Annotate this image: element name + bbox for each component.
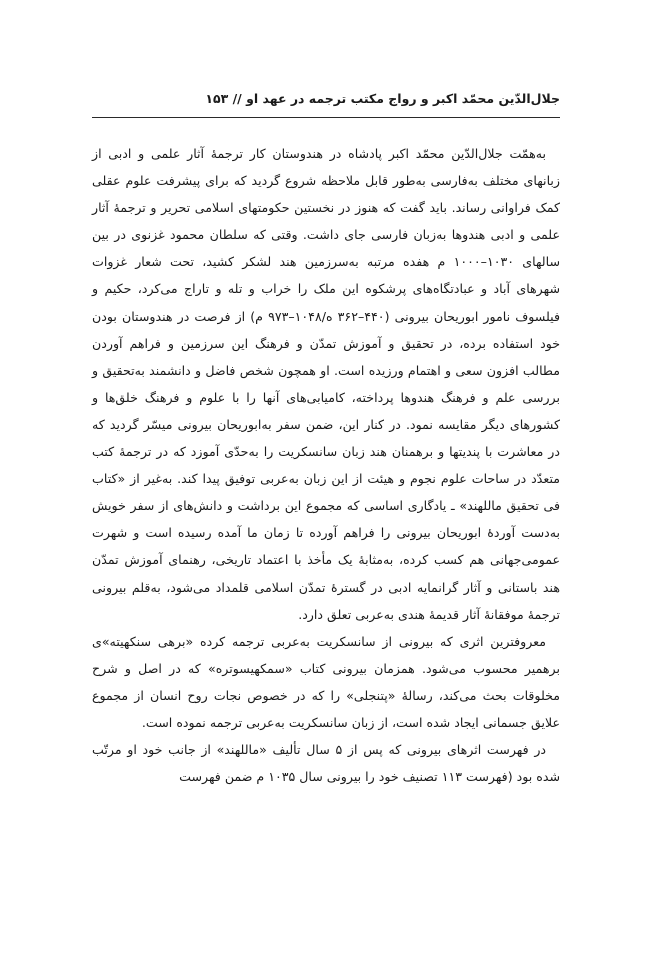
paragraph-2: معروفترین اثری که بیرونی از سانسکریت به‌عربی ترجمه کرده «برهی سنکهیته»ی برهمیر محسوب می‌شود. همزمان بیرونی کتاب «سمکهیسوتره» که در اصل و شرح مخلوقات بحث می‌کند، رسالۀ «پتنجلی» را که در خصوص نجات روح انسان از مجموع علایق جسمانی ایجاد شده است، از زبان سانسکریت به‌عربی ترجمه نموده است.	[92, 633, 560, 730]
header-divider	[92, 117, 560, 118]
paragraph-3: در فهرست اثرهای بیرونی که پس از ۵ سال تألیف «ماللهند» از جانب خود او مرتّب شده بود (فهرست ۱۱۳ تصنیف خود را بیرونی سال ۱۰۳۵ م ضمن فهرست	[92, 742, 560, 785]
running-header: جلال‌الدّین محمّد اکبر و رواج مکتب ترجمه در عهد او // ۱۵۳	[205, 91, 560, 106]
body-text	[92, 140, 560, 790]
paragraph-1: به‌همّت جلال‌الدّین محمّد اکبر پادشاه در هندوستان کار ترجمۀ آثار علمی و ادبی از زبانهای مختلف به‌فارسی به‌طور قابل ملاحظه شروع گردید که برای پیشرفت علوم عقلی کمک فراوانی رساند. باید گفت که هنوز در نخستین حکومتهای اسلامی تحریر و ترجمۀ آثار علمی و ادبی هندوها به‌زبان فارسی جای داشت. وقتی که سلطان محمود غزنوی در بین سالهای ۱۰۳۰–۱۰۰۰ م هفده مرتبه به‌سرزمین هند لشکر کشید، تحت شعار غزوات شهرهای آباد و عبادتگاه‌های پرشکوه این ملک را خراب و تله و تاراج می‌کرد، حکیم و فیلسوف نامور ابوریحان بیرونی (۴۴۰–۳۶۲ ه/۱۰۴۸–۹۷۳ م) از فرصت در هندوستان بودن خود استفاده برده، در تحقیق و آموزش تمدّن و فرهنگ این سرزمین و فراهم آوردن مطالب افزون سعی و اهتمام ورزیده است. او همچون شخص فاضل و دانشمند به‌تحقیق و بررسی علم و فرهنگ هندوها پرداخته، کامیابی‌های آنها را با علوم و فرهنگ خلق‌ها و کشورهای دیگر مقایسه نمود. در کنار این، ضمن سفر به‌ابوریحان بیرونی میسّر گردید که در معاشرت با پندیتها و برهمنان هند زبان سانسکریت را به‌حدّی آموزد که در ترجمۀ کتب متعدّد در ساحات علوم نجوم و هیئت از این زبان به‌عربی توفیق پیدا کند. به‌غیر از «کتاب فی تحقیق ماللهند» ـ یادگاری اساسی که مجموع این برداشت و دانش‌های از سفر خویش به‌دست آوردۀ ابوریحان بیرونی را فراهم آورده تا زمان ما آمده رسیده است و شهرت عمومی‌جهانی هم کسب کرده، به‌مثابۀ یک مأخذ با اعتماد تاریخی، رهنمای آموزش تمدّن هند باستانی و آثار گرانمایه ادبی در گسترۀ تمدّن اسلامی قلمداد می‌شود، به‌قلم بیرونی ترجمۀ موفقانۀ آثار قدیمۀ هندی به‌عربی تعلق دارد.	[92, 146, 561, 622]
